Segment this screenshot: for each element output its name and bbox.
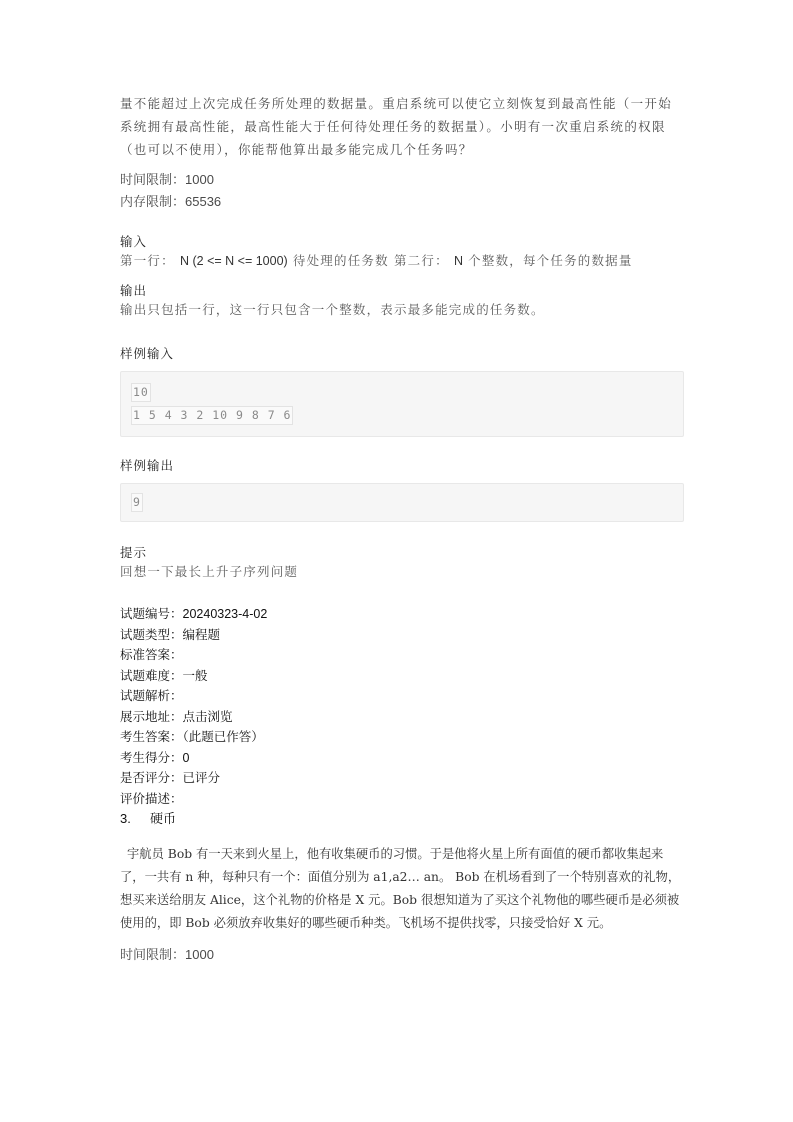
meta-comment <box>120 789 684 810</box>
question-3-title <box>120 809 684 830</box>
meta-comment-label: 评价描述： <box>120 790 183 806</box>
sample-output-box <box>120 483 684 522</box>
output-description: 输出只包括一行，这一行只包含一个整数，表示最多能完成的任务数。 <box>120 302 545 317</box>
meta-difficulty-label: 试题难度： <box>120 667 183 683</box>
meta-difficulty-value: 一般 <box>182 667 208 683</box>
input-heading: 输入 <box>120 234 148 249</box>
time-limit <box>120 169 684 191</box>
sample-output-line-1: 9 <box>131 493 143 512</box>
meta-type-value: 编程题 <box>182 626 221 642</box>
sample-input-heading: 样例输入 <box>120 346 175 361</box>
meta-score-value: 0 <box>182 750 190 765</box>
sample-input-box <box>120 371 684 437</box>
meta-display-link[interactable]: 点击浏览 <box>182 708 233 724</box>
meta-display <box>120 707 684 728</box>
meta-id <box>120 604 684 625</box>
sample-output-heading: 样例输出 <box>120 458 175 473</box>
input-text-1: 第一行： <box>120 253 175 268</box>
question-3-time-limit-value: 1000 <box>185 947 214 962</box>
hint-text: 回想一下最长上升子序列问题 <box>120 564 299 579</box>
question-3-description: 宇航员 Bob 有一天来到火星上，他有收集硬币的习惯。于是他将火星上所有面值的硬币都收集起来了，一共有 n 种，每种只有一个：面值分别为 a1,a2… an。 Bob 在机场看到了一个特别喜欢的礼物，想买来送给朋友 Alice，这个礼物的价格是 X 元。Bob 很想知道为了买这个礼物他的哪些硬币是必须被使用的，即 Bob 必须放弃收集好的哪些硬币种类。飞机场不提供找零，只接受恰好 X 元。 <box>120 847 681 930</box>
meta-type-label: 试题类型： <box>120 626 183 642</box>
meta-analysis-label: 试题解析： <box>120 688 183 703</box>
input-text-3: 待处理的任务数 第二行： <box>292 253 449 268</box>
meta-student-answer-label: 考生答案： <box>120 729 183 744</box>
meta-id-label: 试题编号： <box>120 606 183 621</box>
question-3-time-limit <box>120 944 684 966</box>
input-text-5: 个整数，每个任务的数据量 <box>468 253 633 268</box>
meta-student-answer-value: （此题已作答） <box>182 729 264 744</box>
meta-answer-label: 标准答案： <box>120 647 183 662</box>
question-3-number: 3. <box>120 811 131 826</box>
document-page <box>120 92 684 966</box>
meta-display-label: 展示地址： <box>120 708 183 724</box>
meta-score <box>120 748 684 769</box>
meta-graded-value: 已评分 <box>182 770 221 785</box>
question-meta <box>120 604 684 809</box>
problem-description: 量不能超过上次完成任务所处理的数据量。重启系统可以使它立刻恢复到最高性能（一开始系统拥有最高性能，最高性能大于任何待处理任务的数据量）。小明有一次重启系统的权限（也可以不使用），你能帮他算出最多能完成几个任务吗？ <box>120 96 673 157</box>
meta-type <box>120 625 684 646</box>
sample-input-line-2: 1 5 4 3 2 10 9 8 7 6 <box>131 406 293 425</box>
memory-limit-label: 内存限制： <box>120 195 186 210</box>
hint-heading: 提示 <box>120 545 148 560</box>
memory-limit <box>120 191 684 213</box>
question-3-time-limit-label: 时间限制： <box>120 948 186 963</box>
meta-id-value: 20240323-4-02 <box>182 607 268 621</box>
time-limit-label: 时间限制： <box>120 173 186 188</box>
meta-difficulty <box>120 666 684 687</box>
input-description <box>120 251 684 271</box>
meta-analysis <box>120 686 684 707</box>
memory-limit-value: 65536 <box>185 194 222 209</box>
meta-score-label: 考生得分： <box>120 749 183 765</box>
input-text-4: N <box>453 254 463 268</box>
time-limit-value: 1000 <box>185 172 214 187</box>
question-3-name: 硬币 <box>150 812 177 827</box>
output-heading: 输出 <box>120 283 148 298</box>
sample-input-line-1: 10 <box>131 383 151 402</box>
meta-student-answer <box>120 727 684 748</box>
input-text-2: N (2 <= N <= 1000) <box>180 254 288 268</box>
meta-graded-label: 是否评分： <box>120 770 183 785</box>
meta-graded <box>120 768 684 789</box>
meta-answer <box>120 645 684 666</box>
